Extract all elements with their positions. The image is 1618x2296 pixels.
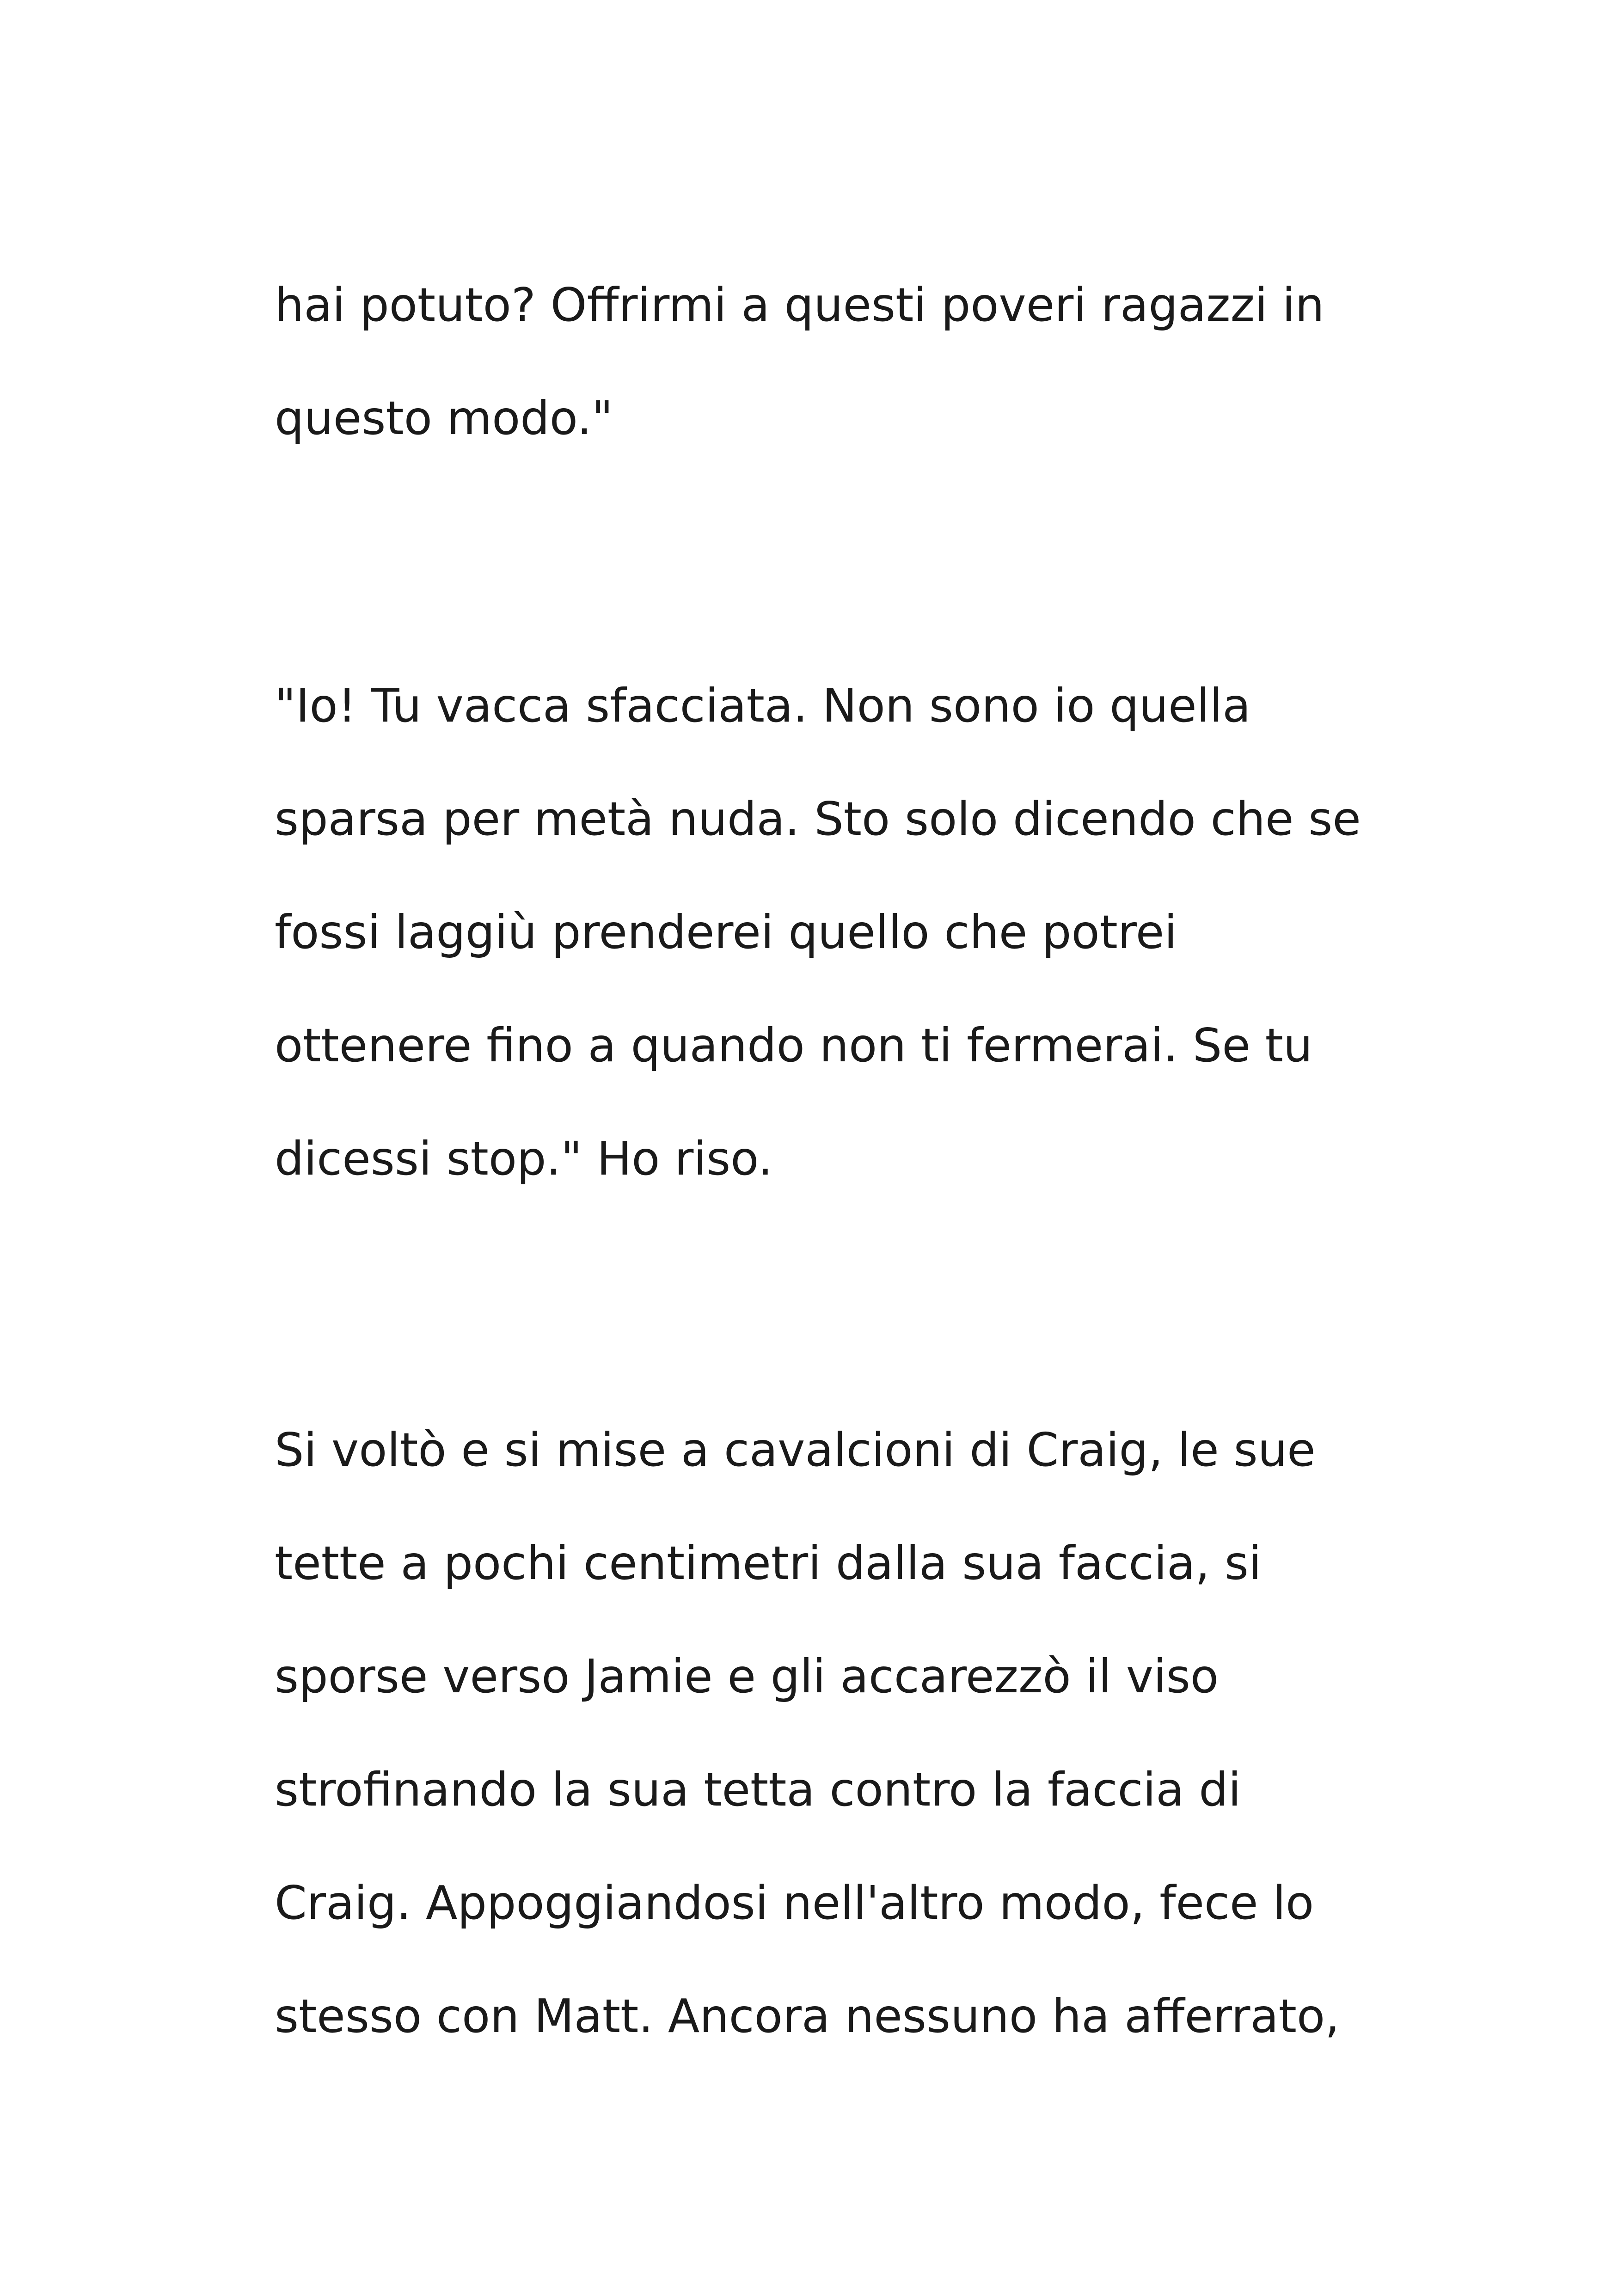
text-line: "Io! Tu vacca sfacciata. Non sono io quella (275, 679, 1251, 733)
text-line: strofinando la sua tetta contro la faccia di (275, 1763, 1241, 1817)
text-line: ottenere fino a quando non ti fermerai. Se tu (275, 1018, 1313, 1072)
text-line: questo modo." (275, 391, 613, 445)
text-line: sporse verso Jamie e gli accarezzò il viso (275, 1649, 1219, 1703)
text-line: fossi laggiù prenderei quello che potrei (275, 905, 1177, 959)
text-line: tette a pochi centimetri dalla sua faccia, si (275, 1536, 1262, 1590)
text-line: Craig. Appoggiandosi nell'altro modo, fece lo (275, 1876, 1314, 1930)
text-line: dicessi stop." Ho riso. (275, 1132, 773, 1186)
text-line: Si voltò e si mise a cavalcioni di Craig, le sue (275, 1423, 1316, 1477)
text-line: stesso con Matt. Ancora nessuno ha afferrato, (275, 1989, 1340, 2043)
text-line: hai potuto? Offrirmi a questi poveri ragazzi in (275, 278, 1324, 332)
text-line: sparsa per metà nuda. Sto solo dicendo che se (275, 792, 1361, 846)
